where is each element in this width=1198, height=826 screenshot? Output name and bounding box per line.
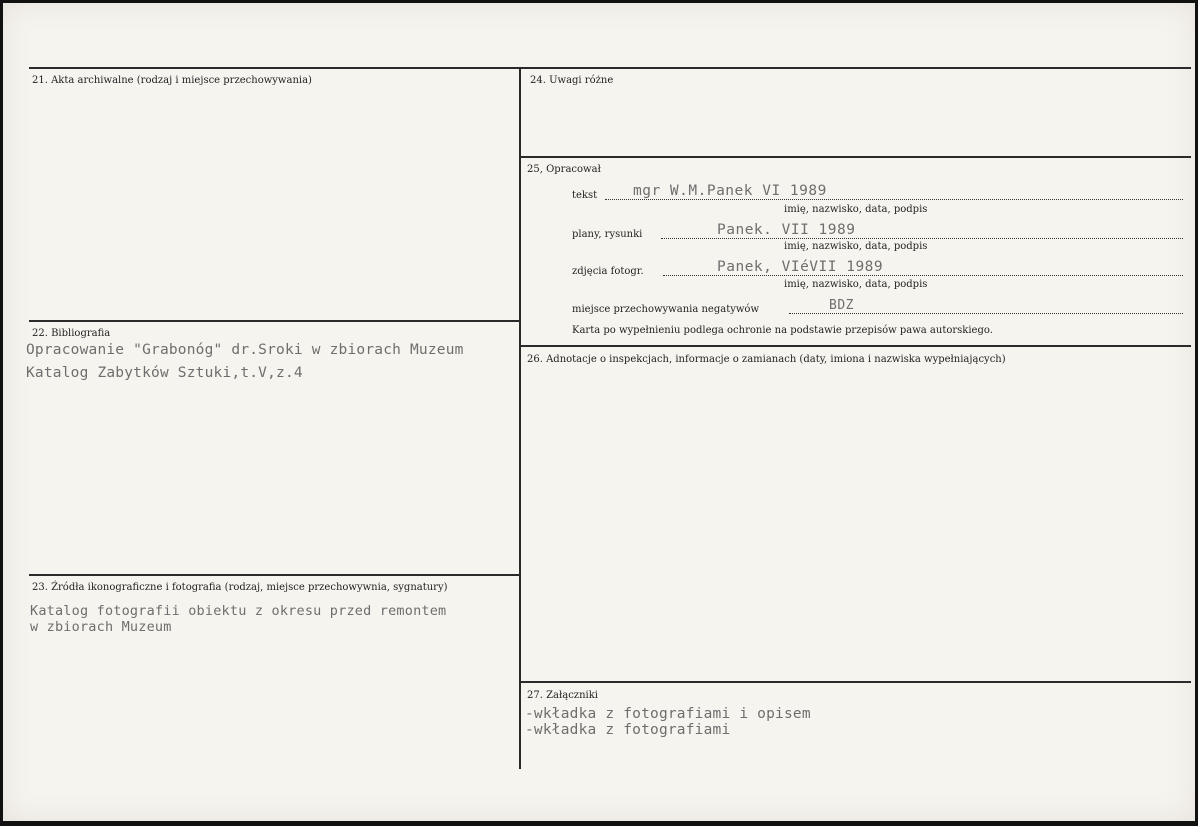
section-27-label: 27. Załączniki xyxy=(527,690,598,701)
opracowal-row-plany-label: plany, rysunki xyxy=(572,229,643,240)
opracowal-row-plany-value: Panek. VII 1989 xyxy=(717,222,856,238)
opracowal-row-tekst-label: tekst xyxy=(572,190,598,201)
section-26-label: 26. Adnotacje o inspekcjach, informacje o zamianach (daty, imiona i nazwiska wypełniających) xyxy=(527,354,1006,365)
opracowal-row-tekst-caption: imię, nazwisko, data, podpis xyxy=(784,204,928,215)
opracowal-row-tekst-line xyxy=(605,199,1183,200)
top-rule xyxy=(29,67,1191,69)
rule-24-25 xyxy=(520,156,1191,158)
section-22-label: 22. Bibliografia xyxy=(32,328,111,339)
section-21-label: 21. Akta archiwalne (rodzaj i miejsce przechowywania) xyxy=(32,75,312,86)
negatives-line xyxy=(789,313,1183,314)
rule-22-23 xyxy=(29,574,519,576)
section-25-label: 25, Opracował xyxy=(527,164,601,175)
negatives-label: miejsce przechowywania negatywów xyxy=(572,304,759,315)
rule-21-22 xyxy=(29,320,519,322)
bibliography-line-1: Opracowanie "Grabonóg" dr.Sroki w zbiorach Muzeum xyxy=(26,342,464,358)
opracowal-row-tekst-value: mgr W.M.Panek VI 1989 xyxy=(633,183,827,199)
opracowal-row-zdjecia-label: zdjęcia fotogr. xyxy=(572,266,644,277)
copyright-notice: Karta po wypełnieniu podlega ochronie na podstawie przepisów pawa autorskiego. xyxy=(572,325,993,336)
opracowal-row-plany-caption: imię, nazwisko, data, podpis xyxy=(784,241,928,252)
column-divider xyxy=(519,67,521,769)
rule-25-26 xyxy=(520,345,1191,347)
iconography-line-2: w zbiorach Muzeum xyxy=(30,619,172,635)
attachment-line-1: -wkładka z fotografiami i opisem xyxy=(525,706,811,722)
negatives-value: BDZ xyxy=(829,298,854,313)
opracowal-row-zdjecia-line xyxy=(663,275,1183,276)
opracowal-row-plany-line xyxy=(661,238,1183,239)
bibliography-line-2: Katalog Zabytków Sztuki,t.V,z.4 xyxy=(26,365,303,381)
section-24-label: 24. Uwagi różne xyxy=(530,75,614,86)
iconography-line-1: Katalog fotografii obiektu z okresu przed remontem xyxy=(30,603,447,619)
rule-26-27 xyxy=(520,681,1191,683)
section-23-label: 23. Źródła ikonograficzne i fotografia (rodzaj, miejsce przechowywnia, sygnatury) xyxy=(32,582,448,593)
attachment-line-2: -wkładka z fotografiami xyxy=(525,722,731,738)
record-card xyxy=(3,3,1195,821)
opracowal-row-zdjecia-caption: imię, nazwisko, data, podpis xyxy=(784,279,928,290)
opracowal-row-zdjecia-value: Panek, VIéVII 1989 xyxy=(717,259,884,275)
